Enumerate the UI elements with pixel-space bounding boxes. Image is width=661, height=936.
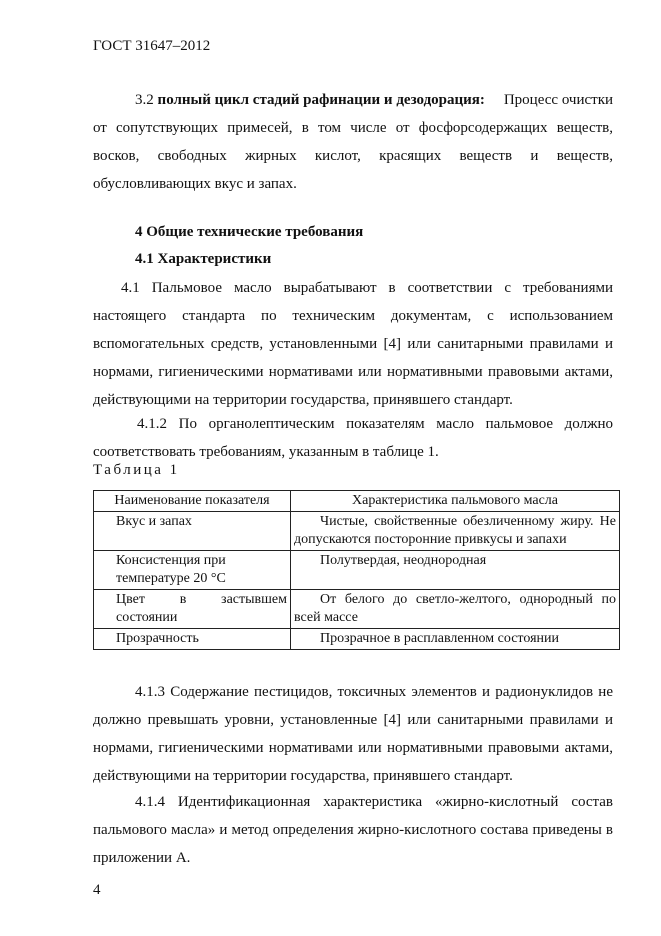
header-characteristic: Характеристика пальмового масла xyxy=(291,491,620,512)
organoleptic-table xyxy=(93,490,620,650)
paragraph-4-1-2: 4.1.2 По органолептическим показателям масло пальмовое должно соответствовать требованиям, указанным в таблице 1. xyxy=(93,416,613,460)
row-name: Цвет в застывшем состоянии xyxy=(94,590,291,629)
row-name: Вкус и запах xyxy=(94,512,291,551)
table-row xyxy=(94,512,620,551)
section-subtitle: 4.1 Характеристики xyxy=(135,251,272,267)
page-number: 4 xyxy=(93,882,101,898)
table-header-row xyxy=(94,491,620,512)
row-name: Прозрачность xyxy=(94,629,291,650)
paragraph-4-1-4: 4.1.4 Идентификационная характеристика «жирно-кислотный состав пальмового масла» и метод определения жирно-кислотного состава приведены в приложении А. xyxy=(93,794,613,866)
definition-3-2 xyxy=(93,86,613,198)
table-row xyxy=(94,551,620,590)
row-value: От белого до светло-желтого, однородный по всей массе xyxy=(291,590,620,629)
paragraph-4-1: 4.1 Пальмовое масло вырабатывают в соответствии с требованиями настоящего стандарта по техническим документам, с использованием вспомогательных средств, установленными [4] или санитарными правилами и нормами, гигиеническими нормативами или нормативными правовыми актами, действующими на территории государства, принявшего стандарт. xyxy=(93,280,613,408)
table-row xyxy=(94,629,620,650)
page-header: ГОСТ 31647–2012 xyxy=(93,38,211,54)
definition-text: Процесс очистки от сопутствующих примесей, в том числе от фосфорсодержащих веществ, восков, свободных жирных кислот, красящих веществ и веществ, обусловливающих вкус и запах. xyxy=(93,92,614,192)
header-indicator-name: Наименование показателя xyxy=(94,491,291,512)
row-value: Полутвердая, неоднородная xyxy=(291,551,620,590)
paragraph-4-1-3: 4.1.3 Содержание пестицидов, токсичных элементов и радионуклидов не должно превышать уровни, установленные [4] или санитарными правилами и нормами, гигиеническими нормативами или нормативными правовыми актами, действующими на территории государства, принявшего стандарт. xyxy=(93,684,613,784)
row-name: Консистенция при температуре 20 °С xyxy=(94,551,291,590)
row-value: Чистые, свойственные обезличенному жиру. Не допускаются посторонние привкусы и запахи xyxy=(291,512,620,551)
section-title: 4 Общие технические требования xyxy=(135,224,364,240)
table-row xyxy=(94,590,620,629)
definition-number: 3.2 xyxy=(135,92,154,108)
table-caption: Таблица 1 xyxy=(93,462,180,478)
definition-term: полный цикл стадий рафинации и дезодорация: xyxy=(157,92,485,108)
row-value: Прозрачное в расплавленном состоянии xyxy=(291,629,620,650)
